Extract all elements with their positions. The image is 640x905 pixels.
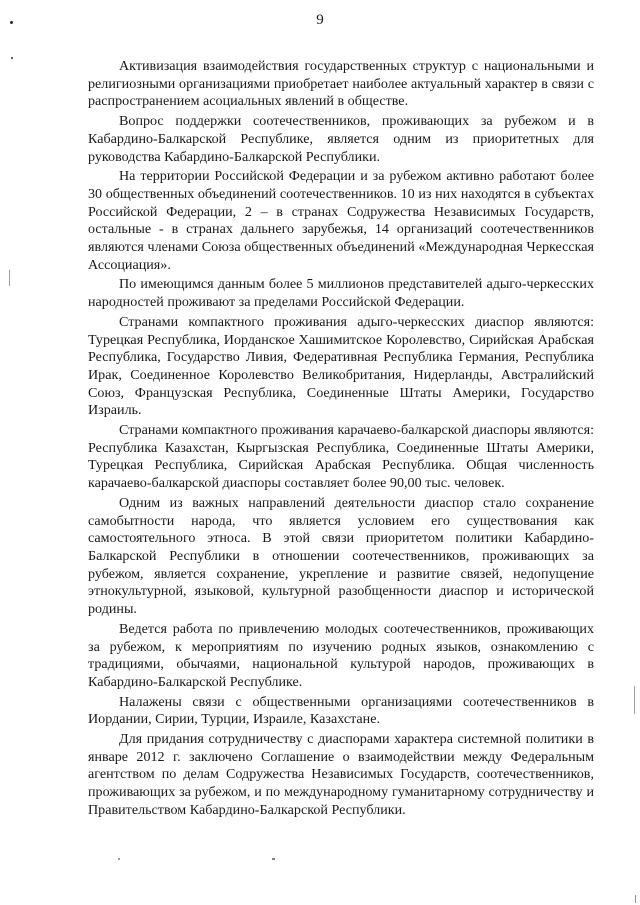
- document-body: [88, 58, 594, 820]
- paragraph-4: По имеющимся данным более 5 миллионов представителей адыго-черкесских народностей проживают за пределами Российской Федерации.: [88, 276, 594, 311]
- paragraph-8: Ведется работа по привлечению молодых соотечественников, проживающих за рубежом, к мероприятиям по изучению родных языков, ознакомлению с традициями, обычаями, национальной культурой народов, проживающих в Кабардино-Балкарской Республике.: [88, 620, 594, 690]
- page-number: 9: [316, 12, 324, 28]
- paragraph-7: Одним из важных направлений деятельности диаспор стало сохранение самобытности народа, что является условием его существования как самостоятельного этноса. В этой связи приоритетом политики Кабардино-Балкарской Республики в отношении соотечественников, проживающих за рубежом, является сохранение, укрепление и развитие связей, недопущение этнокультурной, языковой, культурной разобщенности диаспор и исторической родины.: [88, 494, 594, 618]
- scan-edge-line-right: [634, 686, 635, 714]
- paragraph-6: Странами компактного проживания карачаево-балкарской диаспоры являются: Республика Казахстан, Кыргызская Республика, Соединенные Штаты Америки, Турецкая Республика, Сирийская Арабская Республика. Общая численность карачаево-балкарской диаспоры составляет более 90,00 тыс. человек.: [88, 422, 594, 492]
- scan-edge-tick-right: [635, 895, 636, 903]
- scan-edge-line-left: [9, 270, 10, 286]
- scan-dot-bottom-2: [272, 858, 275, 860]
- scan-dot-1: [10, 21, 13, 24]
- scan-dot-2: [11, 57, 13, 59]
- paragraph-3: На территории Российской Федерации и за рубежом активно работают более 30 общественных объединений соотечественников. 10 из них находятся в субъектах Российской Федерации, 2 – в странах Содружества Независимых Государств, остальные - в странах дальнего зарубежья, 14 организаций соотечественников являются членами Союза общественных объединений «Международная Черкесская Ассоциация».: [88, 168, 594, 273]
- paragraph-1: Активизация взаимодействия государственных структур с национальными и религиозными организациями приобретает наиболее актуальный характер в связи с распространением асоциальных явлений в обществе.: [88, 58, 594, 110]
- paragraph-9: Налажены связи с общественными организациями соотечественников в Иордании, Сирии, Турции, Израиле, Казахстане.: [88, 693, 594, 728]
- paragraph-5: Странами компактного проживания адыго-черкесских диаспор являются: Турецкая Республика, Иорданское Хашимитское Королевство, Сирийская Арабская Республика, Государство Ливия, Федеративная Республика Германия, Республика Ирак, Соединенное Королевство Великобритания, Нидерланды, Австралийский Союз, Французская Республика, Соединенные Штаты Америки, Государство Израиль.: [88, 313, 594, 419]
- paragraph-2: Вопрос поддержки соотечественников, проживающих за рубежом и в Кабардино-Балкарской Республике, является одним из приоритетных для руководства Кабардино-Балкарской Республики.: [88, 113, 594, 165]
- scan-dot-bottom-1: [118, 858, 120, 860]
- paragraph-10: Для придания сотрудничеству с диаспорами характера системной политики в январе 2012 г. заключено Соглашение о взаимодействии между Федеральным агентством по делам Содружества Независимых Государств, соотечественников, проживающих за рубежом, и по международному гуманитарному сотрудничеству и Правительством Кабардино-Балкарской Республики.: [88, 731, 594, 818]
